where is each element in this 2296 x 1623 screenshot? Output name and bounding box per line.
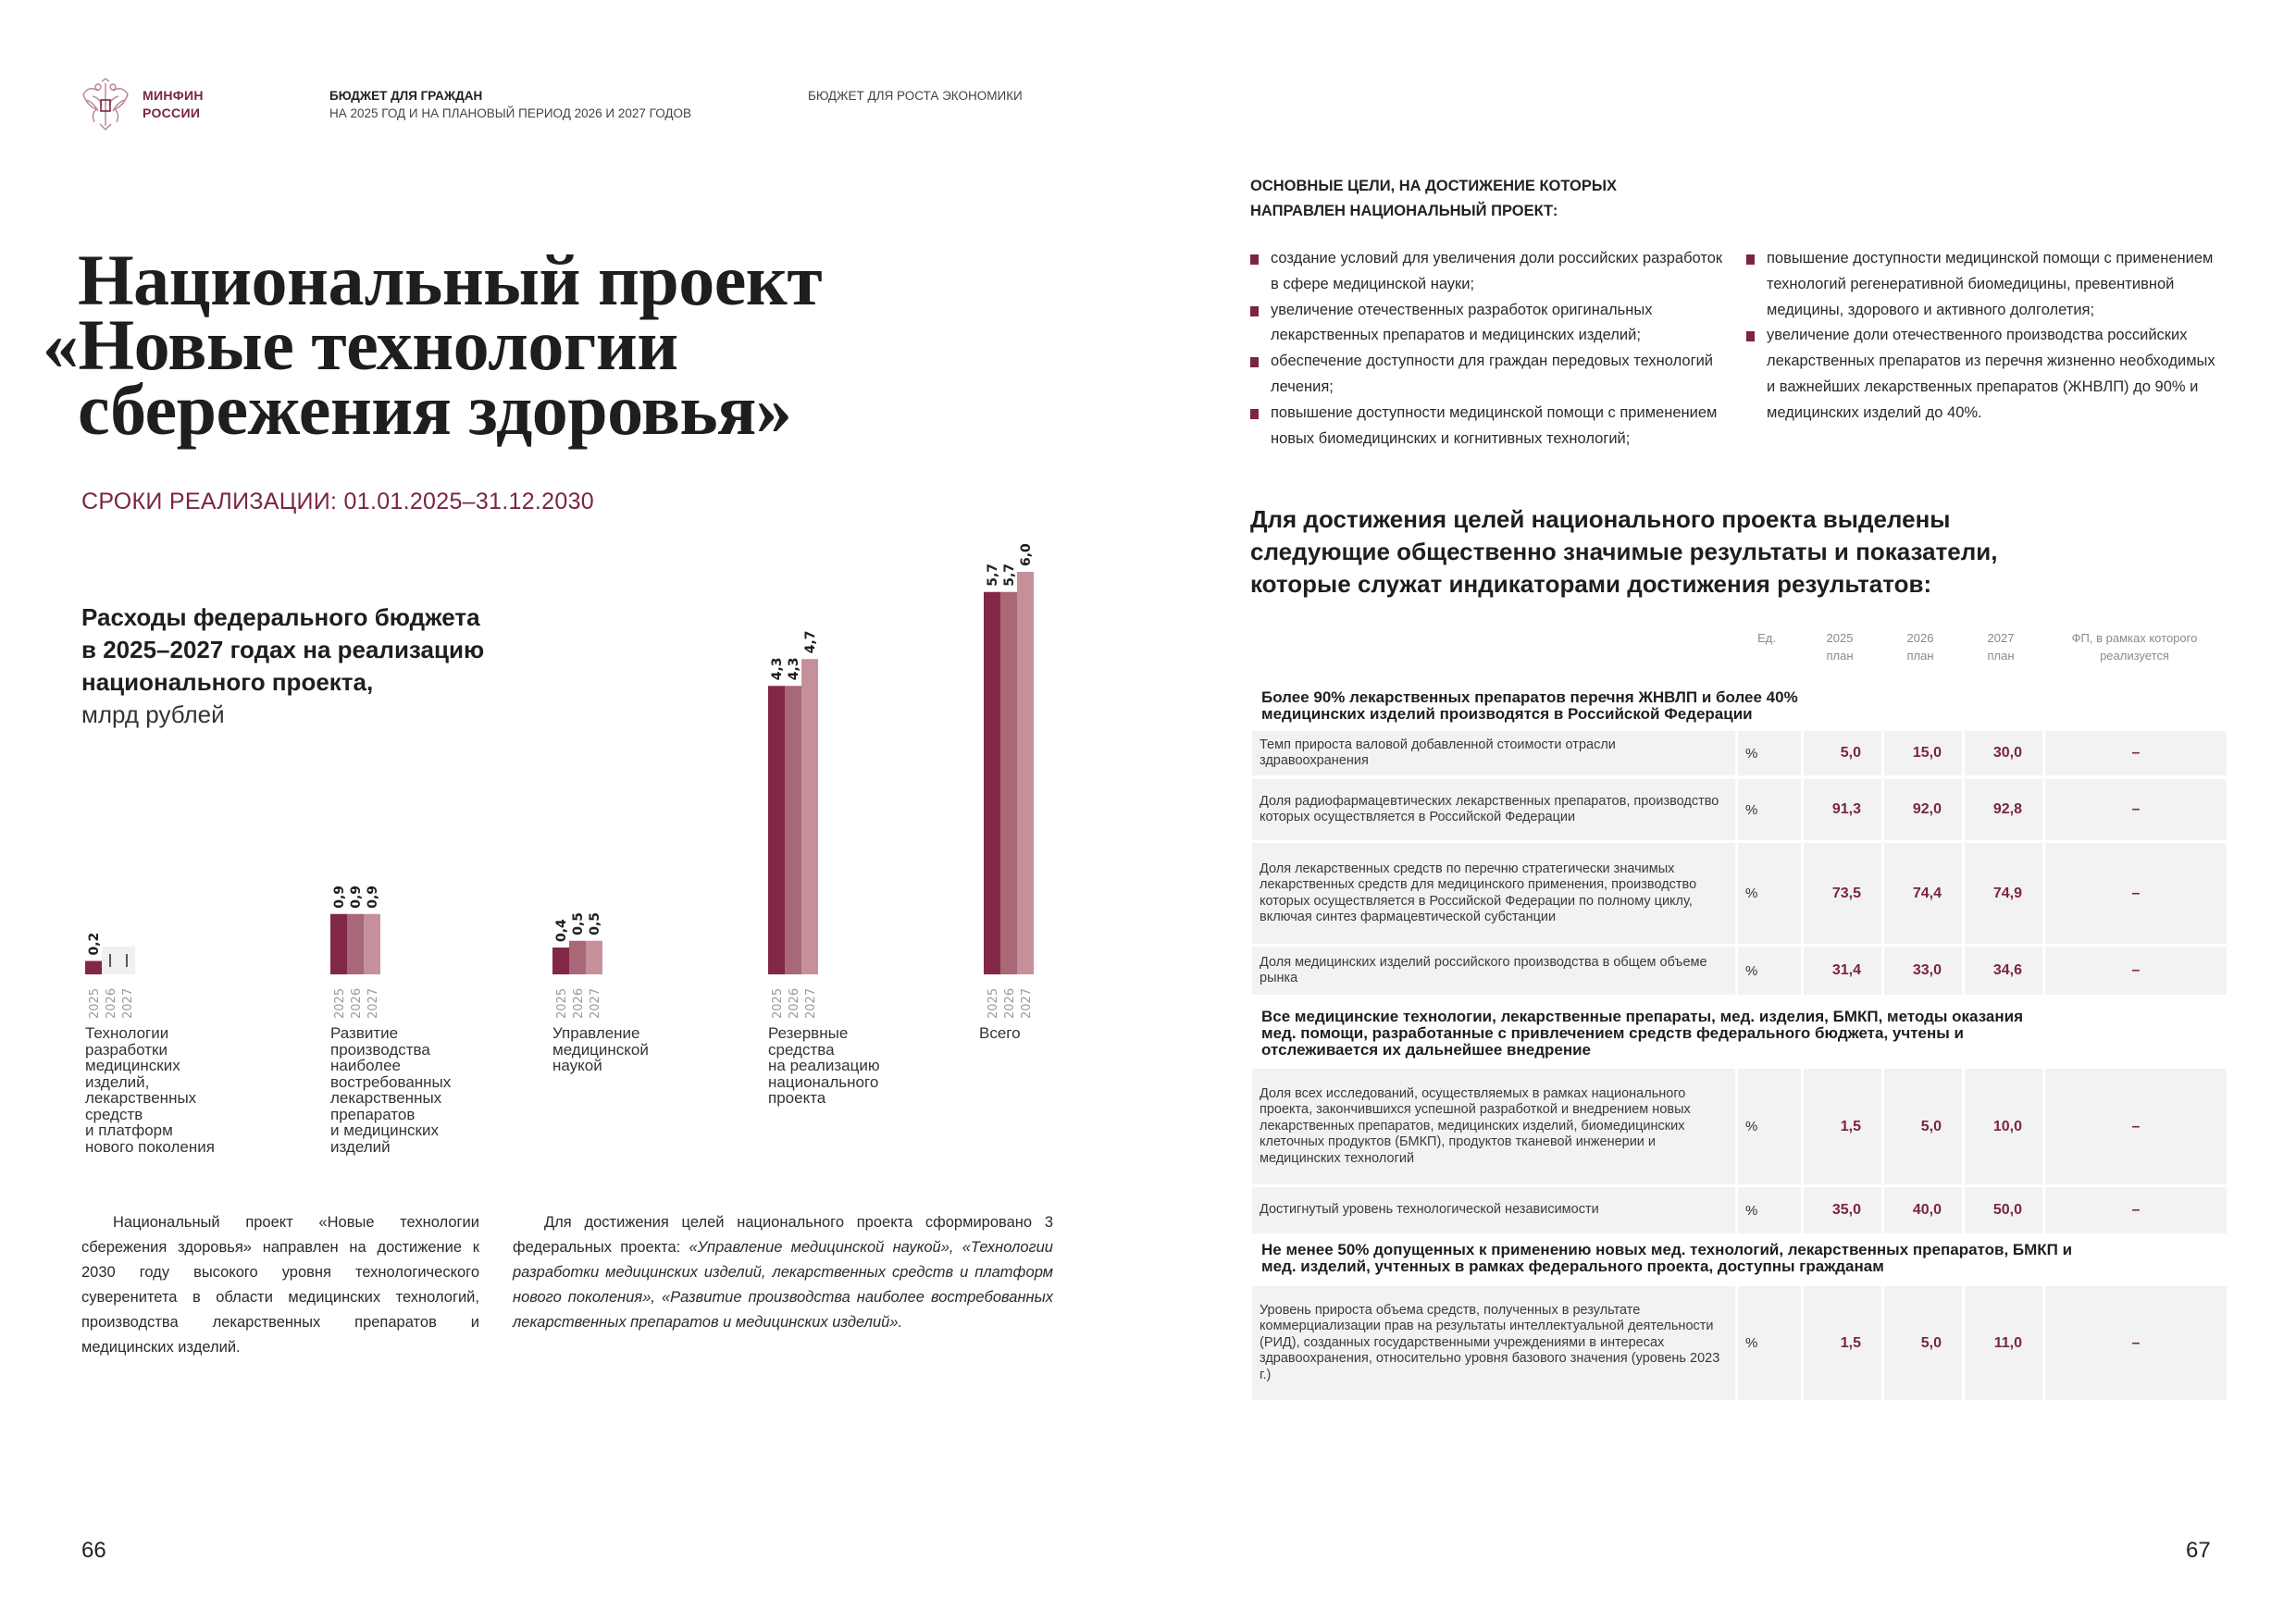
unit-cell: % (1738, 947, 1801, 995)
goal-text: увеличение доли отечественного производства российских лекарственных препаратов из перечня жизненно необходимых и важнейших лекарственных препаратов (ЖНВЛП) до 90% и медицинских изделий до 40%. (1767, 327, 2215, 421)
col-header-fp (2042, 629, 2227, 664)
bar-value-label: 0,5 (571, 911, 586, 935)
table-row (1252, 843, 2227, 944)
category-label-line: лекарственных (85, 1089, 197, 1107)
table-row (1252, 731, 2227, 775)
indicator-name: Уровень прироста объема средств, полученных в результате коммерциализации прав на результаты интеллектуальной деятельности (РИД), созданных государственными учреждениями в интересах здравоохранения, относительно уровня базового значения (уровень 2023 г.) (1252, 1286, 1735, 1400)
results-heading (1250, 503, 1997, 601)
bar-2026 (785, 686, 801, 974)
category-label (979, 1025, 1136, 1042)
year-tick-label: 2026 (572, 987, 586, 1019)
bullet-icon (1250, 409, 1259, 419)
ministry-name-line1: МИНФИН (143, 88, 204, 103)
value-2025: 73,5 (1804, 843, 1881, 944)
bar-2025 (330, 914, 347, 974)
col-header-plan: план (1987, 649, 2015, 663)
bar-group (330, 886, 380, 1019)
document-title: БЮДЖЕТ ДЛЯ ГРАЖДАН (329, 89, 483, 103)
value-2025: 1,5 (1804, 1069, 1881, 1184)
col-header-year: 2025 (1826, 631, 1854, 645)
category-label (330, 1025, 488, 1155)
table-row (1252, 779, 2227, 840)
result-group-title: Более 90% лекарственных препаратов перечня ЖНВЛП и более 40% медицинских изделий производятся в Российской Федерации (1261, 688, 1798, 723)
category-label-line: средства (768, 1040, 835, 1059)
year-tick-label: 2027 (1020, 987, 1034, 1019)
budget-bar-chart (0, 0, 1111, 1203)
indicator-name: Достигнутый уровень технологической независимости (1252, 1187, 1735, 1233)
result-group-title: Все медицинские технологии, лекарственные препараты, мед. изделия, БМКП, методы оказания мед. помощи, разработанные с привлечением средств федерального бюджета, учтены и отслеживается их дальнейшее внедрение (1261, 1008, 2024, 1059)
goal-item (1746, 246, 2228, 323)
bar-2025 (85, 961, 102, 975)
bullet-icon (1250, 306, 1259, 316)
goal-item (1746, 323, 2228, 426)
col-header-unit: Ед. (1757, 631, 1776, 645)
result-group-title: Не менее 50% допущенных к применению новых мед. технологий, лекарственных препаратов, БМКП и мед. изделий, учтенных в рамках федерального проекта, доступны гражданам (1261, 1241, 2073, 1275)
category-label-line: наиболее (330, 1057, 401, 1074)
goal-item (1250, 246, 1733, 298)
category-label-line: и медицинских (330, 1121, 439, 1139)
value-2027: 34,6 (1965, 947, 2042, 995)
category-label-line: препаратов (330, 1105, 416, 1123)
category-label-line: наукой (552, 1057, 602, 1074)
category-label-line: Технологии (85, 1024, 169, 1042)
bar-2025 (768, 686, 785, 974)
unit-cell: % (1738, 1286, 1801, 1400)
chart-heading-line: в 2025–2027 годах на реализацию (81, 636, 485, 663)
goal-text: создание условий для увеличения доли российских разработок в сфере медицинской науки; (1271, 250, 1723, 292)
goals-list-right (1746, 246, 2228, 427)
bar-group (984, 543, 1034, 1019)
year-tick-label: 2025 (987, 987, 1000, 1019)
value-2026: 33,0 (1884, 947, 1962, 995)
federal-project-cell: – (2045, 731, 2227, 775)
bar-2027 (1017, 572, 1034, 974)
category-label-line: и платформ (85, 1121, 173, 1139)
federal-project-cell: – (2045, 1286, 2227, 1400)
value-2025: 35,0 (1804, 1187, 1881, 1233)
category-label-line: Управление (552, 1024, 640, 1042)
goals-heading (1250, 174, 1617, 224)
bar-2027 (801, 659, 818, 974)
col-header-year: 2026 (1906, 631, 1934, 645)
goal-text: повышение доступности медицинской помощи с применением новых биомедицинских и когнитивных технологий; (1271, 403, 1718, 447)
unit-cell: % (1738, 731, 1801, 775)
bullet-icon (1746, 331, 1755, 341)
bar-value-label: 0,4 (554, 919, 569, 942)
value-2026: 92,0 (1884, 779, 1962, 840)
title-line: сбережения здоровья» (78, 369, 792, 450)
year-tick-label: 2027 (589, 987, 602, 1019)
value-2027: 74,9 (1965, 843, 2042, 944)
col-header-2026 (1881, 629, 1959, 664)
goal-item (1250, 401, 1733, 452)
value-2026: 5,0 (1884, 1286, 1962, 1400)
bar-group (768, 630, 818, 1019)
federal-projects-paragraph (513, 1210, 1053, 1335)
category-label-line: изделий (330, 1137, 391, 1156)
federal-project-cell: – (2045, 1187, 2227, 1233)
value-2027: 92,8 (1965, 779, 2042, 840)
table-row (1252, 1069, 2227, 1184)
results-heading-line: следующие общественно значимые результаты и показатели, (1250, 538, 1998, 565)
title-line: «Новые технологии (43, 304, 678, 385)
unit-cell: % (1738, 779, 1801, 840)
goal-text: увеличение отечественных разработок оригинальных лекарственных препаратов и медицинских изделий; (1271, 301, 1653, 344)
year-tick-label: 2027 (366, 987, 380, 1019)
federal-project-cell: – (2045, 779, 2227, 840)
bar-group (552, 912, 602, 1019)
value-2027: 11,0 (1965, 1286, 2042, 1400)
year-tick-label: 2027 (121, 987, 135, 1019)
goal-item (1250, 298, 1733, 350)
page-number-right: 67 (2186, 1538, 2211, 1563)
ministry-name-line2: РОССИИ (143, 105, 201, 120)
category-label-line: Резервные (768, 1024, 849, 1042)
value-2027: 10,0 (1965, 1069, 2042, 1184)
bar-value-label: 0,9 (366, 885, 380, 909)
bar-group (85, 933, 135, 1019)
bar-value-label: 0,2 (87, 932, 102, 956)
year-tick-label: 2025 (333, 987, 347, 1019)
bar-value-label: 5,7 (986, 563, 1000, 587)
implementation-dates: СРОКИ РЕАЛИЗАЦИИ: 01.01.2025–31.12.2030 (81, 489, 594, 514)
category-label-line: разработки (85, 1040, 168, 1059)
bar-2026 (569, 941, 586, 974)
year-tick-label: 2026 (350, 987, 364, 1019)
bar-value-label: 0,9 (332, 885, 347, 909)
results-heading-line: которые служат индикаторами достижения результатов: (1250, 570, 1932, 598)
goal-text: повышение доступности медицинской помощи с применением технологий регенеративной биомедицины, превентивной медицины, здорового и активного долголетия; (1767, 250, 2214, 318)
intro-paragraph: Национальный проект «Новые технологии сбережения здоровья» направлен на достижение к 2030 году высокого уровня технологического суверенитета в области медицинских технологий, производства лекарственных препаратов и медицинских изделий. (81, 1214, 479, 1356)
category-label-line: востребованных (330, 1072, 452, 1091)
document-subtitle: НА 2025 ГОД И НА ПЛАНОВЫЙ ПЕРИОД 2026 И 2027 ГОДОВ (329, 106, 692, 120)
federal-project-cell: – (2045, 947, 2227, 995)
year-tick-label: 2026 (1003, 987, 1017, 1019)
bar-value-label: 4,7 (803, 630, 818, 654)
federal-projects-list: «Управление медицинской наукой», «Технологии разработки медицинских изделий, лекарственных средств и платформ нового поколения», «Развитие производства наиболее востребованных лекарственных препаратов и медицинских изделий». (513, 1239, 1053, 1331)
value-2027: 30,0 (1965, 731, 2042, 775)
year-tick-label: 2027 (804, 987, 818, 1019)
chart-heading-line: Расходы федерального бюджета (81, 603, 480, 631)
table-row (1252, 947, 2227, 995)
bar-value-label: 6,0 (1019, 543, 1034, 566)
bar-2026 (347, 914, 364, 974)
col-header-2027 (1962, 629, 2040, 664)
col-header-2025 (1801, 629, 1879, 664)
goals-heading-line: НАПРАВЛЕН НАЦИОНАЛЬНЫЙ ПРОЕКТ: (1250, 203, 1558, 219)
category-label-line: лекарственных (330, 1089, 442, 1107)
unit-cell: % (1738, 1069, 1801, 1184)
col-header-fp-line: реализуется (2100, 649, 2169, 663)
category-label-line: медицинской (552, 1040, 649, 1059)
indicator-name: Доля лекарственных средств по перечню стратегически значимых лекарственных средств для медицинского применения, производство которых осуществляется в Российской Федерации по полному циклу, включая синтез фармацевтической субстанции (1252, 843, 1735, 944)
category-label-line: нового поколения (85, 1137, 215, 1156)
bar-value-label: 4,3 (770, 657, 785, 681)
value-2026: 40,0 (1884, 1187, 1962, 1233)
indicator-name: Доля радиофармацевтических лекарственных препаратов, производство которых осуществляется в Российской Федерации (1252, 779, 1735, 840)
year-tick-label: 2026 (105, 987, 118, 1019)
table-row (1252, 1187, 2227, 1233)
indicator-name: Доля всех исследований, осуществляемых в рамках национального проекта, закончившихся успешной разработкой и внедрением новых лекарственных препаратов, медицинских изделий, биомедицинских клеточных продуктов (БМКП), продуктов тканевой инженерии и медицинских технологий (1252, 1069, 1735, 1184)
category-label (552, 1025, 710, 1074)
indicator-name: Доля медицинских изделий российского производства в общем объеме рынка (1252, 947, 1735, 995)
col-header-plan: план (1826, 649, 1854, 663)
goals-list-left (1250, 246, 1733, 452)
goal-text: обеспечение доступности для граждан передовых технологий лечения; (1271, 353, 1714, 395)
unit-cell: % (1738, 1187, 1801, 1233)
value-2026: 15,0 (1884, 731, 1962, 775)
indicator-name: Темп прироста валовой добавленной стоимости отрасли здравоохранения (1252, 731, 1735, 775)
category-label (85, 1025, 242, 1155)
category-label-line: на реализацию (768, 1057, 880, 1074)
year-tick-label: 2026 (788, 987, 801, 1019)
category-label-line: медицинских (85, 1057, 180, 1074)
bar-2025 (552, 948, 569, 974)
section-title: БЮДЖЕТ ДЛЯ РОСТА ЭКОНОМИКИ (808, 89, 1023, 103)
category-label-line: изделий, (85, 1072, 150, 1091)
value-2025: 5,0 (1804, 731, 1881, 775)
category-label-line: национального (768, 1072, 879, 1091)
bar-2027 (586, 941, 602, 974)
bullet-icon (1250, 254, 1259, 265)
category-label-line: Развитие (330, 1024, 399, 1042)
goal-item (1250, 349, 1733, 401)
bar-value-label: 5,7 (1002, 563, 1017, 587)
value-2025: 1,5 (1804, 1286, 1881, 1400)
bar-value-label: 0,9 (349, 885, 364, 909)
col-header-fp-line: ФП, в рамках которого (2071, 631, 2198, 645)
bar-2025 (984, 592, 1000, 974)
value-2027: 50,0 (1965, 1187, 2042, 1233)
bar-value-label: 0,5 (588, 911, 602, 935)
year-tick-label: 2025 (771, 987, 785, 1019)
results-heading-line: Для достижения целей национального проекта выделены (1250, 505, 1951, 533)
category-label-line: Всего (979, 1024, 1021, 1042)
chart-unit: млрд рублей (81, 700, 225, 728)
federal-projects-intro: Для достижения целей национального проекта сформировано 3 федеральных проекта: (513, 1214, 1053, 1256)
value-2025: 31,4 (1804, 947, 1881, 995)
col-header-year: 2027 (1987, 631, 2015, 645)
goals-heading-line: ОСНОВНЫЕ ЦЕЛИ, НА ДОСТИЖЕНИЕ КОТОРЫХ (1250, 178, 1618, 194)
page-number-left: 66 (81, 1538, 106, 1563)
bar-2026 (1000, 592, 1017, 974)
col-header-plan: план (1906, 649, 1934, 663)
bar-2027 (364, 914, 380, 974)
title-line: Национальный проект (78, 240, 823, 320)
year-tick-label: 2025 (88, 987, 102, 1019)
table-row (1252, 1286, 2227, 1400)
value-2025: 91,3 (1804, 779, 1881, 840)
category-label (768, 1025, 925, 1107)
bar-value-label: 4,3 (787, 657, 801, 681)
value-2026: 5,0 (1884, 1069, 1962, 1184)
category-label-line: проекта (768, 1089, 826, 1107)
year-tick-label: 2025 (555, 987, 569, 1019)
unit-cell: % (1738, 843, 1801, 944)
federal-project-cell: – (2045, 1069, 2227, 1184)
value-2026: 74,4 (1884, 843, 1962, 944)
bullet-icon (1250, 357, 1259, 367)
category-label-line: средств (85, 1105, 143, 1123)
bullet-icon (1746, 254, 1755, 265)
federal-project-cell: – (2045, 843, 2227, 944)
chart-heading-line: национального проекта, (81, 668, 374, 696)
category-label-line: производства (330, 1040, 430, 1059)
